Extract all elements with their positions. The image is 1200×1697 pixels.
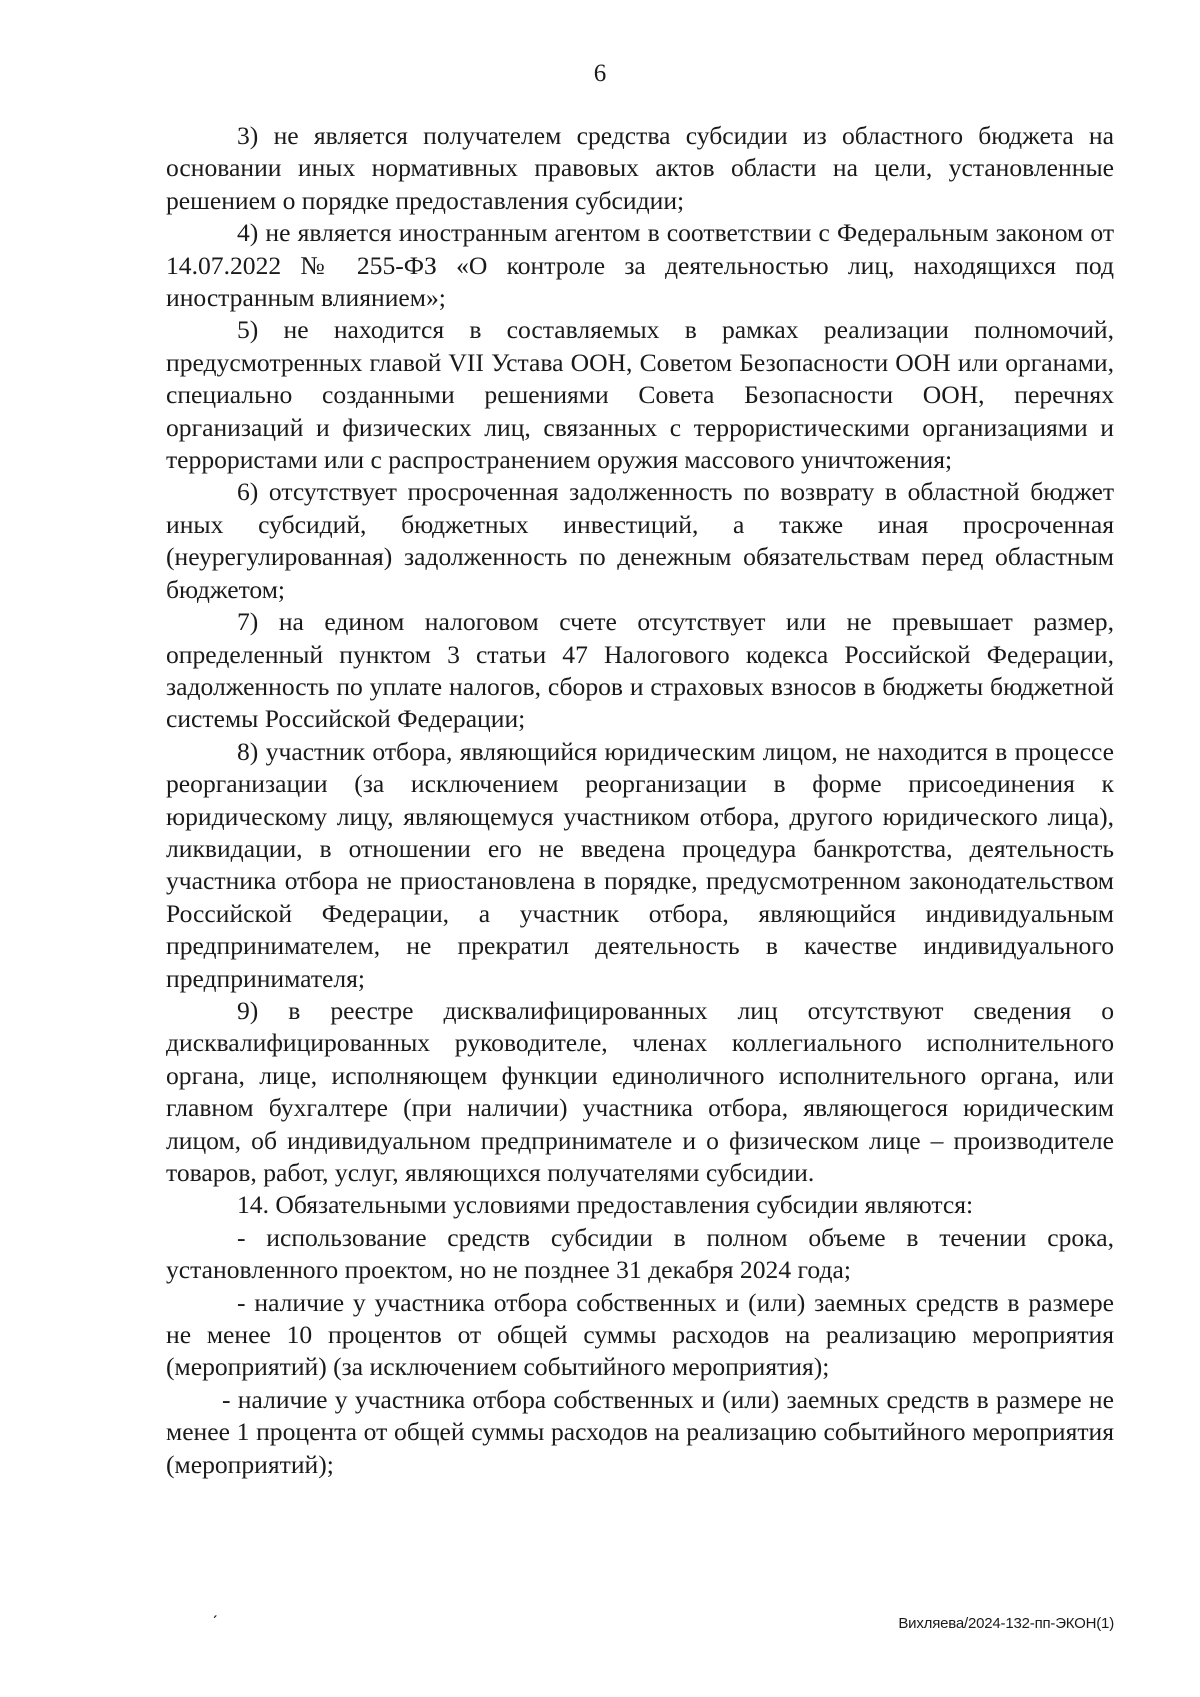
paragraph-item-4: 4) не является иностранным агентом в соответствии с Федеральным законом от 14.07.2022 № 255-ФЗ «О контроле за деятельностью лиц, находящихся под иностранным влиянием»; xyxy=(166,218,1114,313)
paragraph-item-5: 5) не находится в составляемых в рамках реализации полномочий, предусмотренных главой VII Устава ООН, Советом Безопасности ООН или органами, специально созданными решениями Совета Безопасности ООН, перечнях организаций и физических лиц, связанных с террористическими организациями и террористами или с распространением оружия массового уничтожения; xyxy=(166,315,1114,475)
paragraph-item-9: 9) в реестре дисквалифицированных лиц отсутствуют сведения о дисквалифицированных руководителе, членах коллегиального исполнительного органа, лице, исполняющем функции единоличного исполнительного органа, или главном бухгалтере (при наличии) участника отбора, являющегося юридическим лицом, об индивидуальном предпринимателе и о физическом лице – производителе товаров, работ, услуг, являющихся получателями субсидии. xyxy=(166,995,1114,1187)
paragraph-item-6: 6) отсутствует просроченная задолженность по возврату в областной бюджет иных субсидий, бюджетных инвестиций, а также иная просроченная (неурегулированная) задолженность по денежным обязательствам перед областным бюджетом; xyxy=(166,477,1114,604)
footer-document-code: Вихляева/2024-132-пп-ЭКОН(1) xyxy=(898,1615,1114,1632)
paragraph-item-7: 7) на едином налоговом счете отсутствует или не превышает размер, определенный пунктом 3 статьи 47 Налогового кодекса Российской Федерации, задолженность по уплате налогов, сборов и страховых взносов в бюджеты бюджетной системы Российской Федерации; xyxy=(166,607,1114,734)
page-number: 6 xyxy=(593,60,607,87)
paragraph-item-3: 3) не является получателем средства субсидии из областного бюджета на основании иных нормативных правовых актов области на цели, установленные решением о порядке предоставления субсидии; xyxy=(166,121,1114,215)
paragraph-condition-2: - наличие у участника отбора собственных и (или) заемных средств в размере не менее 10 процентов от общей суммы расходов на реализацию мероприятия (мероприятий) (за исключением событийного мероприятия); xyxy=(166,1287,1114,1382)
paragraph-condition-1: - использование средств субсидии в полном объеме в течении срока, установленного проектом, но не позднее 31 декабря 2024 года; xyxy=(166,1222,1114,1285)
document-body xyxy=(166,120,1114,1481)
paragraph-condition-3: - наличие у участника отбора собственных и (или) заемных средств в размере не менее 1 процента от общей суммы расходов на реализацию событийного мероприятия (мероприятий); xyxy=(166,1384,1114,1479)
footer-mark: ˊ xyxy=(212,1613,218,1633)
paragraph-item-8: 8) участник отбора, являющийся юридическим лицом, не находится в процессе реорганизации (за исключением реорганизации в форме присоединения к юридическому лицу, являющемуся участником отбора, другого юридического лица), ликвидации, в отношении его не введена процедура банкротства, деятельность участника отбора не приостановлена в порядке, предусмотренном законодательством Российской Федерации, а участник отбора, являющийся индивидуальным предпринимателем, не прекратил деятельность в качестве индивидуального предпринимателя; xyxy=(166,736,1114,993)
paragraph-section-14: 14. Обязательными условиями предоставления субсидии являются: xyxy=(237,1190,974,1220)
